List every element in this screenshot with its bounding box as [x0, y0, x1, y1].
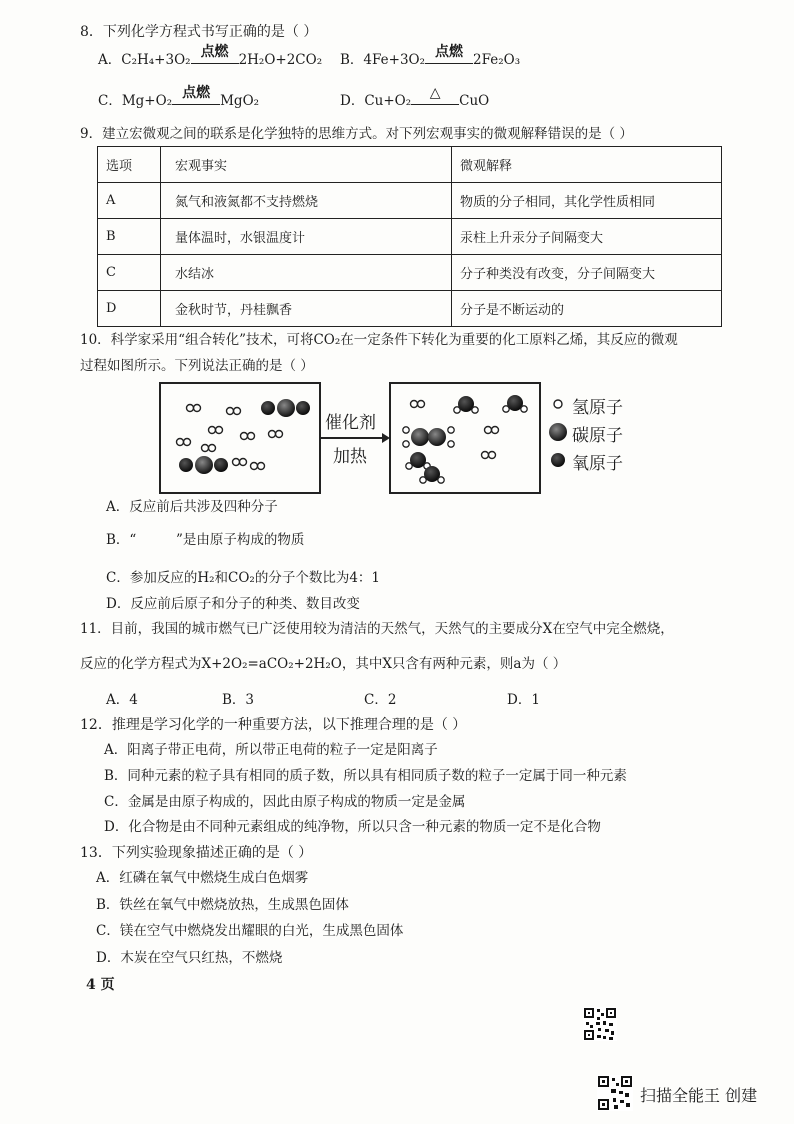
q12-option-d: D．化合物是由不同种元素组成的纯净物，所以只含一种元素的物质一定不是化合物 [104, 819, 601, 835]
q12-option-a: A．阳离子带正电荷，所以带正电荷的粒子一定是阳离子 [104, 742, 438, 758]
reaction-arrow: △ [411, 92, 459, 112]
q10-option-a: A．反应前后共涉及四种分子 [106, 499, 278, 515]
table-cell: B [98, 219, 161, 255]
qr-code-icon [583, 1007, 617, 1041]
table-cell: 物质的分子相同，其化学性质相同 [452, 183, 722, 219]
q13-option-d: D．木炭在空气只红热，不燃烧 [96, 950, 283, 966]
q10-option-b-prefix: B．“ [106, 532, 137, 548]
q12-option-b: B．同种元素的粒子具有相同的质子数，所以具有相同质子数的粒子一定属于同一种元素 [104, 768, 627, 784]
table-cell: C [98, 255, 161, 291]
q13-option-c: C．镁在空气中燃烧发出耀眼的白光，生成黑色固体 [96, 923, 404, 939]
q8-option-a: A．C₂H₄+3O₂ 点燃 2H₂O+2CO₂ [98, 50, 322, 71]
table-cell: 水结冰 [161, 255, 452, 291]
q11-option-b: B．3 [222, 692, 255, 708]
table-header: 选项 [98, 147, 161, 183]
table-cell: 金秋时节，丹桂飘香 [161, 291, 452, 327]
scanner-brand-label: 扫描全能王 创建 [640, 1086, 758, 1105]
table-cell: 分子种类没有改变，分子间隔变大 [452, 255, 722, 291]
q13-option-b: B．铁丝在氧气中燃烧放热，生成黑色固体 [96, 897, 349, 913]
q12-stem: 12．推理是学习化学的一种重要方法，以下推理合理的是（ ） [80, 717, 467, 733]
q8-option-d: D．Cu+O₂ △ CuO [340, 91, 489, 112]
reaction-arrow: 点燃 [425, 51, 473, 71]
arrow-condition-catalyst: 催化剂 [325, 413, 376, 433]
water-molecule [406, 452, 430, 469]
q10-option-b-suffix: ”是由原子构成的物质 [176, 532, 305, 548]
arrow-condition-heat: 加热 [333, 447, 367, 467]
arrow-head [382, 433, 390, 443]
reactants-box [160, 383, 320, 493]
table-cell: D [98, 291, 161, 327]
q9-stem: 9．建立宏微观之间的联系是化学独特的思维方式。对下列宏观事实的微观解释错误的是（ ） [80, 126, 633, 142]
legend-carbon: 碳原子 [572, 426, 623, 446]
q10-option-c: C．参加反应的H₂和CO₂的分子个数比为4：1 [106, 570, 381, 586]
legend-oxygen: 氧原子 [572, 454, 623, 474]
reaction-diagram [0, 0, 794, 500]
legend-hydrogen: 氢原子 [572, 398, 623, 418]
water-molecule [454, 396, 478, 413]
ethylene-molecule [403, 427, 454, 447]
q10-option-d: D．反应前后原子和分子的种类、数目改变 [106, 596, 360, 612]
hydrogen-atom-icon [554, 400, 562, 408]
table-cell: 分子是不断运动的 [452, 291, 722, 327]
q8-stem: 8．下列化学方程式书写正确的是（ ） [80, 24, 318, 40]
q13-option-a: A．红磷在氧气中燃烧生成白色烟雾 [96, 870, 309, 886]
q13-stem: 13．下列实验现象描述正确的是（ ） [80, 845, 313, 861]
table-cell: 氮气和液氮都不支持燃烧 [161, 183, 452, 219]
water-molecule [503, 395, 527, 412]
page-number: 4 页 [86, 977, 115, 993]
oxygen-atom-icon [551, 453, 565, 467]
q11-stem-line2: 反应的化学方程式为X+2O₂=aCO₂+2H₂O，其中X只含有两种元素，则a为（ ） [80, 656, 567, 672]
q8-option-b: B．4Fe+3O₂ 点燃 2Fe₂O₃ [340, 50, 520, 71]
q10-stem-line1: 10．科学家采用“组合转化”技术，可将CO₂在一定条件下转化为重要的化工原料乙烯，其反应的微观 [80, 332, 678, 348]
q11-stem-line1: 11．目前，我国的城市燃气已广泛使用较为清洁的天然气，天然气的主要成分X在空气中完全燃烧， [80, 621, 674, 637]
q8-option-c: C．Mg+O₂ 点燃 MgO₂ [98, 91, 259, 112]
carbon-atom-icon [549, 423, 567, 441]
q11-option-a: A．4 [106, 692, 138, 708]
table-header: 宏观事实 [161, 147, 452, 183]
table-cell: 量体温时，水银温度计 [161, 219, 452, 255]
q10-stem-line2: 过程如图所示。下列说法正确的是（ ） [80, 358, 314, 374]
reaction-arrow: 点燃 [172, 92, 220, 112]
table-cell: A [98, 183, 161, 219]
co2-molecule [261, 399, 310, 417]
table-header: 微观解释 [452, 147, 722, 183]
reaction-arrow: 点燃 [191, 51, 239, 71]
q12-option-c: C．金属是由原子构成的，因此由原子构成的物质一定是金属 [104, 794, 466, 810]
scanner-logo-icon [597, 1075, 633, 1111]
co2-molecule [179, 456, 228, 474]
table-cell: 汞柱上升汞分子间隔变大 [452, 219, 722, 255]
q11-option-d: D．1 [507, 692, 540, 708]
q11-option-c: C．2 [364, 692, 397, 708]
water-molecule [420, 466, 444, 483]
